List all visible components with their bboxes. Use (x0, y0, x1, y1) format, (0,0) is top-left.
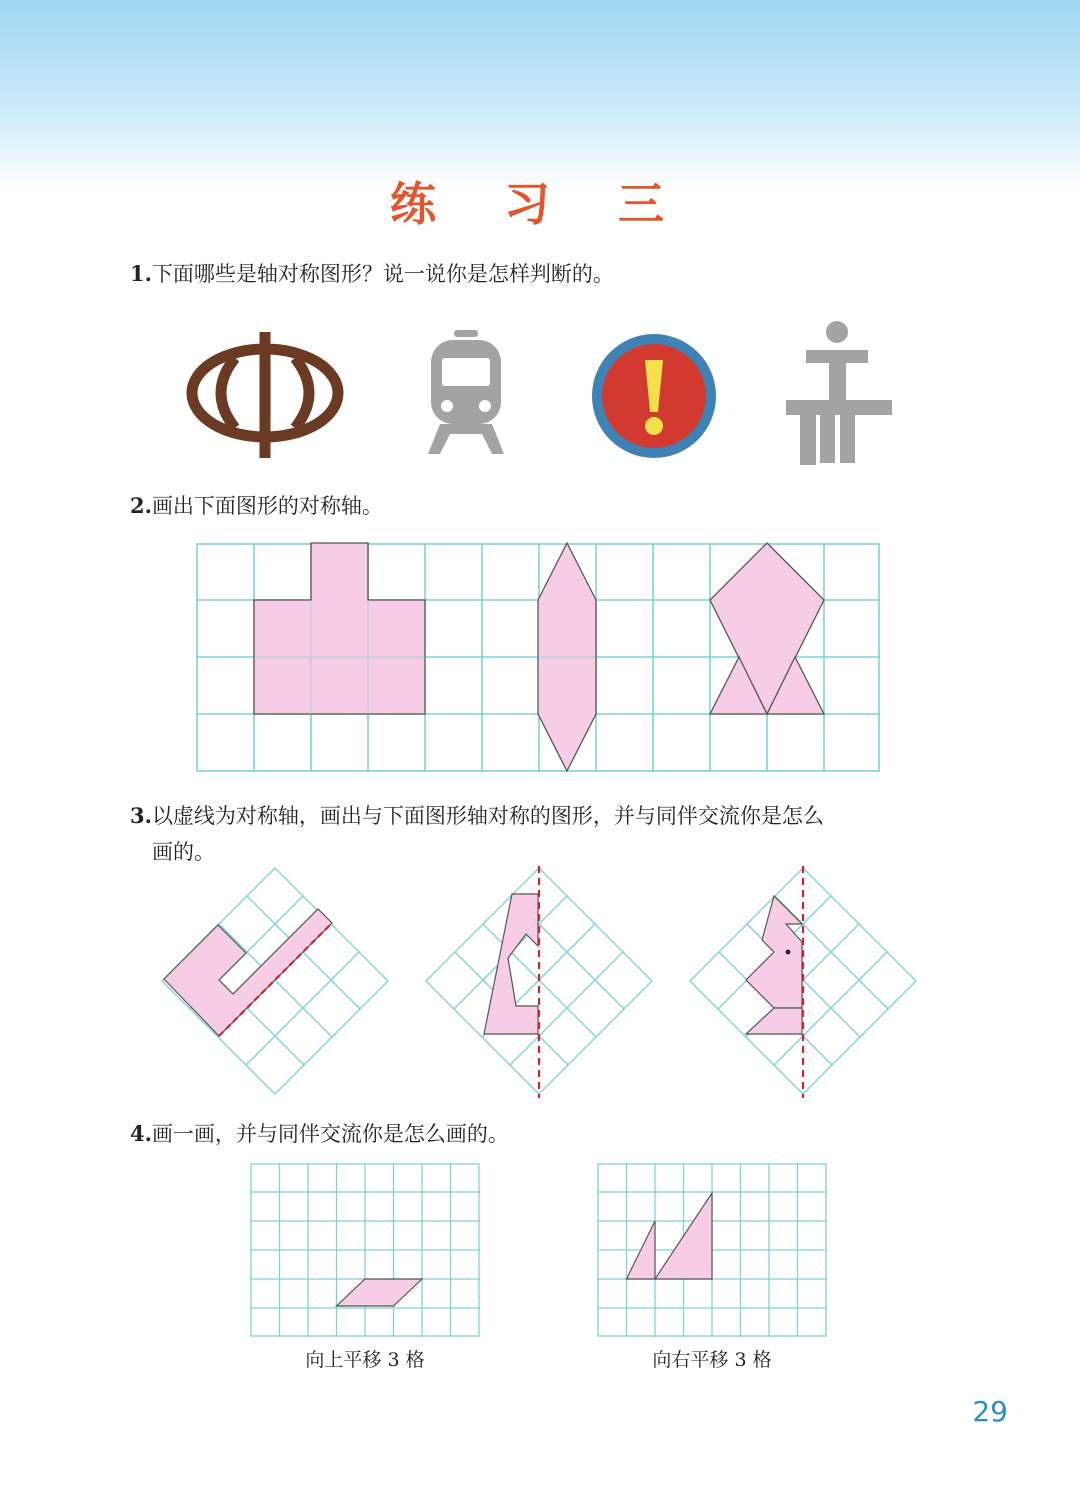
question-4 (130, 1116, 960, 1152)
question-3 (130, 798, 960, 870)
brown-symbol-icon (185, 330, 345, 460)
question-text: 下面哪些是轴对称图形？说一说你是怎样判断的。 (151, 262, 614, 286)
question-text: 以虚线为对称轴，画出与下面图形轴对称的图形，并与同伴交流你是怎么 (151, 804, 824, 828)
question-text: 画出下面图形的对称轴。 (151, 494, 383, 518)
question-number: 2. (130, 493, 152, 518)
question-1 (130, 256, 960, 292)
page-number: 29 (972, 1395, 1008, 1428)
question-number: 4. (130, 1121, 152, 1146)
person-table-icon (784, 320, 894, 465)
question-text-line2: 画的。 (152, 840, 215, 864)
caption-up: 向上平移 3 格 (305, 1349, 425, 1371)
symmetry-axis-grid (196, 543, 880, 772)
question-2 (130, 488, 960, 524)
question-number: 1. (130, 261, 152, 286)
train-icon (428, 328, 504, 456)
translation-grid-up (250, 1163, 480, 1337)
exclamation-sign-icon (590, 332, 718, 460)
caption-right: 向右平移 3 格 (652, 1349, 772, 1371)
page-title: 练 习 三 (389, 177, 691, 231)
header-band (0, 0, 1080, 190)
question-text: 画一画，并与同伴交流你是怎么画的。 (151, 1122, 509, 1146)
translation-grid-right (597, 1163, 827, 1337)
diamond-grid-3 (688, 866, 918, 1096)
diamond-grid-2 (424, 866, 654, 1096)
diamond-grid-1 (160, 866, 390, 1096)
question-number: 3. (130, 803, 152, 828)
